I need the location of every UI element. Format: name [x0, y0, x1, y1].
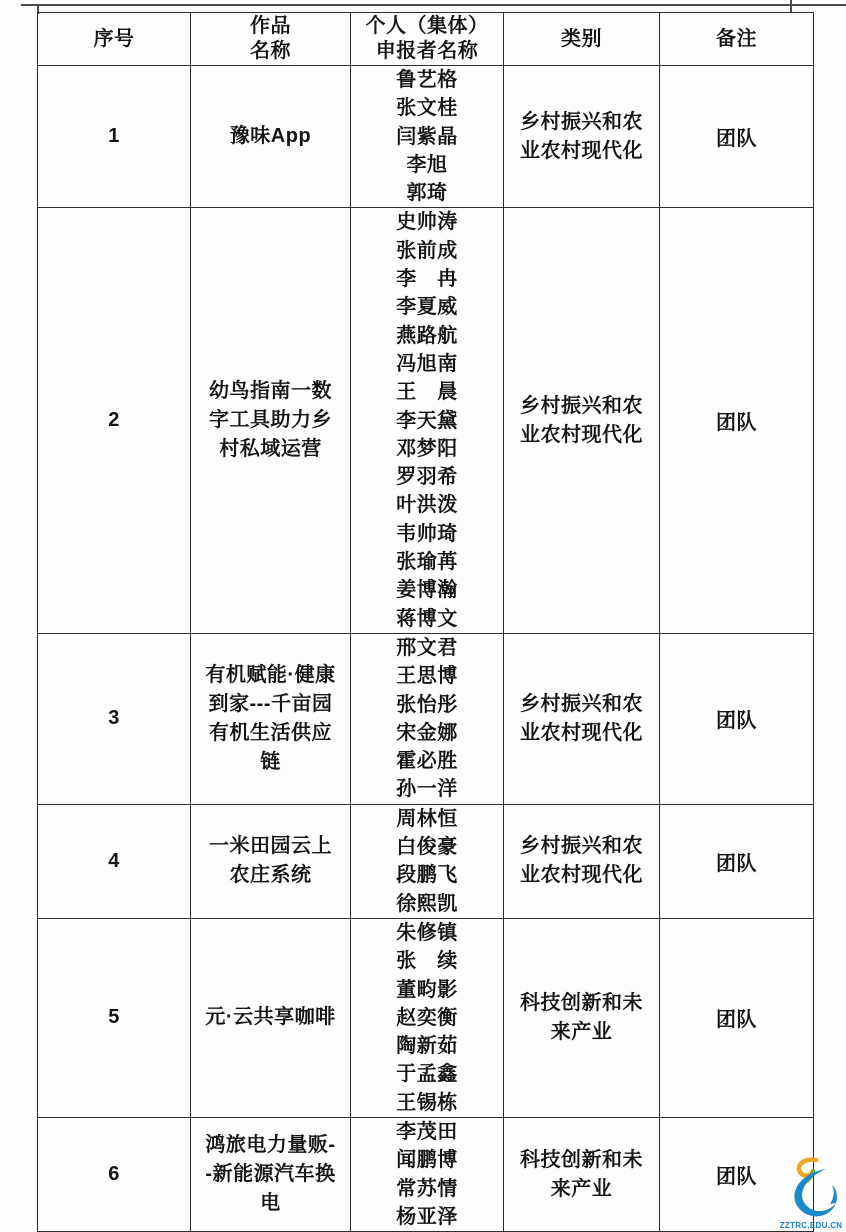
applicant-name: 周林恒 — [396, 807, 458, 830]
applicant-name: 李茂田 — [396, 1120, 458, 1143]
applicant-name: 于孟鑫 — [396, 1063, 458, 1086]
applicant-name: 张文桂 — [396, 97, 458, 120]
cell-note: 团队 — [660, 918, 814, 1117]
applicant-name: 张前成 — [396, 239, 458, 262]
applicant-name: 赵奕衡 — [396, 1006, 458, 1029]
cell-note: 团队 — [660, 633, 814, 804]
applicant-name: 鲁艺格 — [396, 69, 458, 91]
cell-serial-number: 4 — [38, 804, 191, 918]
cell-serial-number: 1 — [38, 66, 191, 208]
cell-serial-number: 3 — [38, 633, 191, 804]
cell-category: 科技创新和未来产业 — [504, 1117, 660, 1231]
cell-applicants — [351, 208, 504, 633]
cell-work-title: 有机赋能·健康到家---千亩园有机生活供应链 — [191, 633, 351, 804]
applicant-name: 张 续 — [396, 950, 458, 973]
column-header-category: 类别 — [504, 13, 660, 66]
cell-category: 科技创新和未来产业 — [504, 918, 660, 1117]
zztrc-logo-text: ZZTRC.EDU.CN — [779, 1221, 843, 1230]
applicant-name: 王思博 — [396, 665, 458, 688]
applicant-name: 张瑜苒 — [396, 551, 458, 574]
applicant-name: 王锡栋 — [396, 1091, 458, 1114]
applicant-name: 白俊豪 — [396, 836, 458, 859]
applicant-name: 闻鹏博 — [396, 1149, 458, 1172]
applicant-name: 邢文君 — [396, 636, 458, 659]
cell-note: 团队 — [660, 1117, 814, 1231]
table-header-row — [38, 13, 814, 66]
applicant-name: 蒋博文 — [396, 607, 458, 630]
zztrc-watermark — [776, 1157, 846, 1230]
applicant-name: 董畇影 — [396, 978, 458, 1001]
applicant-name: 段鹏飞 — [396, 864, 458, 887]
applicant-name: 闫紫晶 — [396, 125, 458, 148]
cell-category: 乡村振兴和农业农村现代化 — [504, 66, 660, 208]
applicant-name: 姜博瀚 — [396, 579, 458, 602]
table-row — [38, 208, 814, 633]
table-row — [38, 1117, 814, 1231]
cell-work-title: 鸿旅电力量贩--新能源汽车换电 — [191, 1117, 351, 1231]
applicant-name: 李天黛 — [396, 409, 458, 432]
applicant-name: 徐熙凯 — [396, 892, 458, 915]
cell-work-title: 元·云共享咖啡 — [191, 918, 351, 1117]
cell-work-title: 豫味App — [191, 66, 351, 208]
cell-applicants — [351, 1117, 504, 1231]
applicant-name: 邓梦阳 — [396, 437, 458, 460]
column-header-work: 作品 名称 — [191, 13, 351, 66]
zztrc-logo-icon — [782, 1157, 840, 1221]
applicant-name: 冯旭南 — [396, 352, 458, 375]
applicant-name: 韦帅琦 — [396, 522, 458, 545]
cropped-table-edge-top — [21, 4, 846, 6]
table-row — [38, 804, 814, 918]
column-header-note: 备注 — [660, 13, 814, 66]
applicant-name: 史帅涛 — [396, 211, 458, 234]
cell-note: 团队 — [660, 66, 814, 208]
applicant-name: 宋金娜 — [396, 721, 458, 744]
applicant-name: 郭琦 — [406, 182, 448, 205]
table-row — [38, 633, 814, 804]
cell-serial-number: 6 — [38, 1117, 191, 1231]
award-table — [37, 12, 814, 1232]
cell-applicants — [351, 66, 504, 208]
applicant-name: 朱修镇 — [396, 921, 458, 944]
applicant-name: 李夏威 — [396, 296, 458, 319]
applicant-name: 李旭 — [406, 153, 448, 176]
cell-serial-number: 5 — [38, 918, 191, 1117]
applicant-name: 张怡彤 — [396, 693, 458, 716]
cell-applicants — [351, 804, 504, 918]
applicant-name: 王 晨 — [396, 381, 458, 404]
column-header-applicants: 个人（集体） 申报者名称 — [351, 13, 504, 66]
cell-category: 乡村振兴和农业农村现代化 — [504, 208, 660, 633]
cell-work-title: 一米田园云上农庄系统 — [191, 804, 351, 918]
cell-note: 团队 — [660, 804, 814, 918]
applicant-name: 燕路航 — [396, 324, 458, 347]
cell-work-title: 幼鸟指南一数字工具助力乡村私域运营 — [191, 208, 351, 633]
applicant-name: 杨亚泽 — [396, 1205, 458, 1228]
cell-serial-number: 2 — [38, 208, 191, 633]
applicant-name: 常苏情 — [396, 1177, 458, 1200]
applicant-name: 李 冉 — [396, 268, 458, 291]
applicant-name: 罗羽希 — [396, 466, 458, 489]
applicant-name: 陶新茹 — [396, 1035, 458, 1058]
cell-applicants — [351, 633, 504, 804]
applicant-name: 霍必胜 — [396, 750, 458, 773]
table-body — [38, 66, 814, 1232]
applicant-name: 孙一洋 — [396, 778, 458, 801]
cell-note: 团队 — [660, 208, 814, 633]
table-row — [38, 918, 814, 1117]
cell-category: 乡村振兴和农业农村现代化 — [504, 633, 660, 804]
column-header-serial: 序号 — [38, 13, 191, 66]
cell-applicants — [351, 918, 504, 1117]
table-row — [38, 66, 814, 208]
cell-category: 乡村振兴和农业农村现代化 — [504, 804, 660, 918]
applicant-name: 叶洪泼 — [396, 494, 458, 517]
